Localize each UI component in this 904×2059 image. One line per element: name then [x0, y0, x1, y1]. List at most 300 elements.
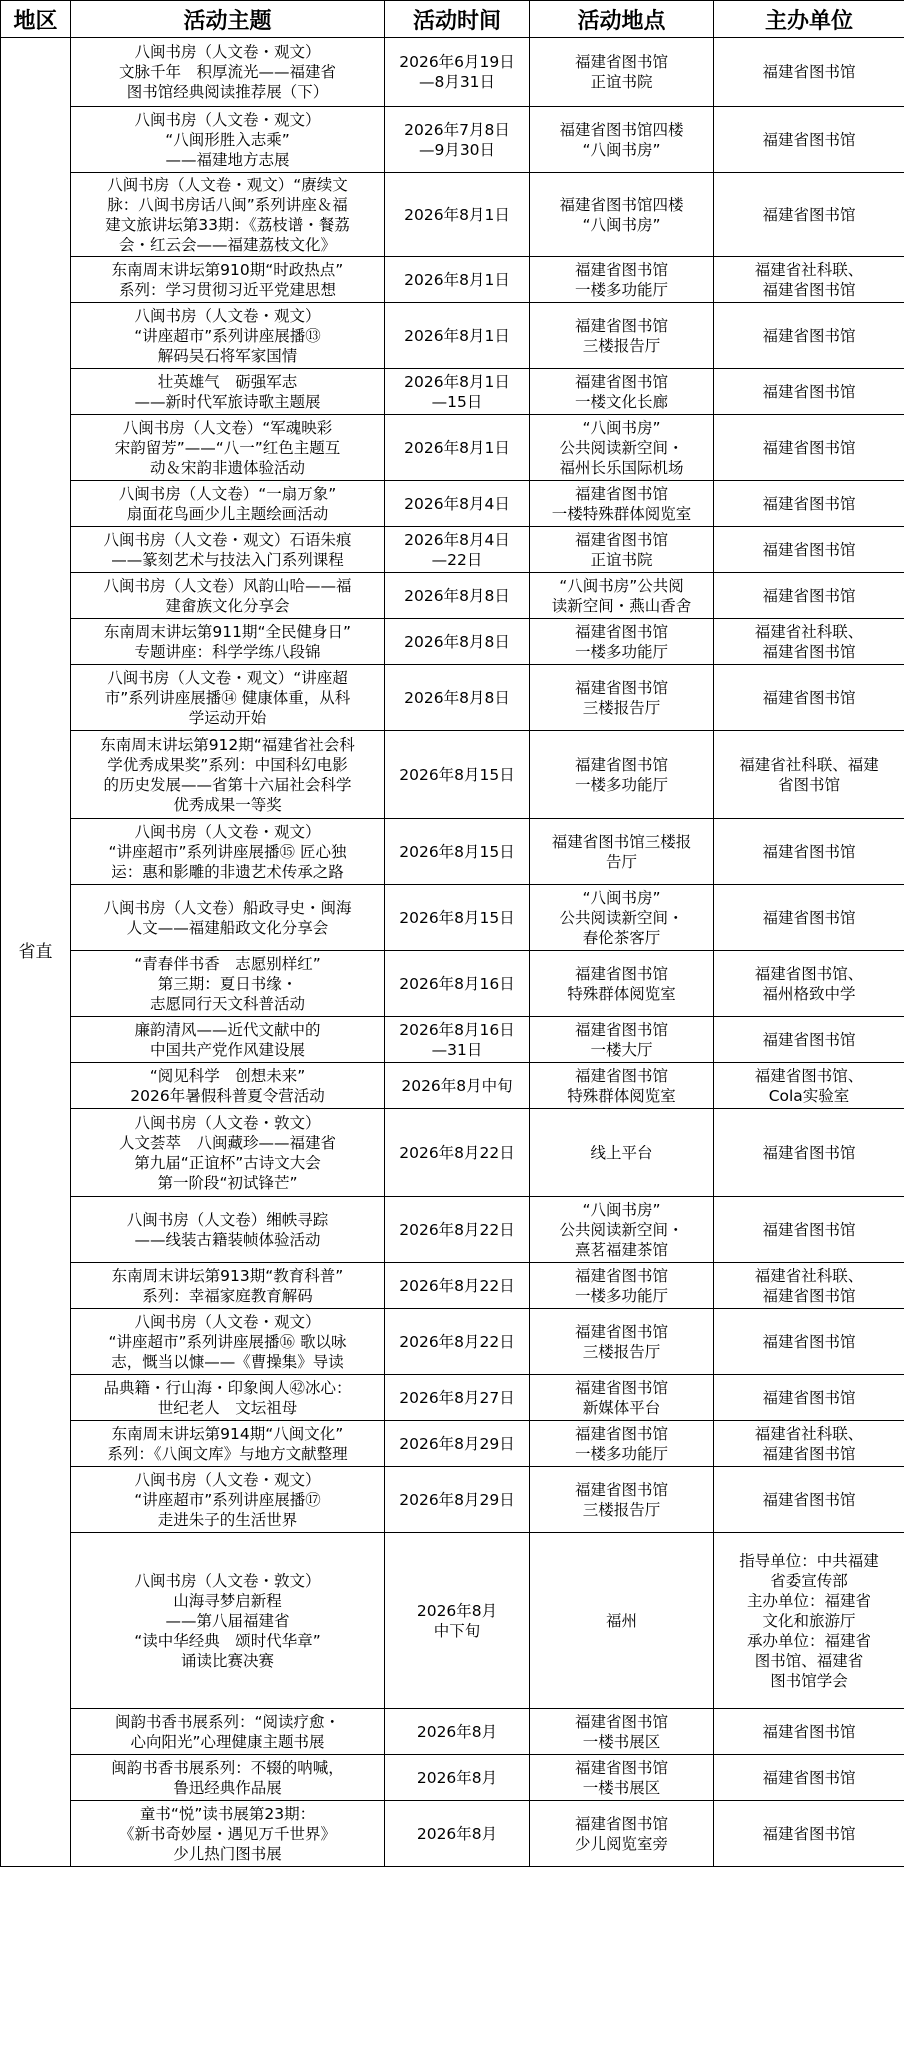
topic-line: 鲁迅经典作品展	[173, 1778, 282, 1797]
location-line: 一楼书展区	[582, 1732, 661, 1751]
table-row	[1, 1421, 904, 1467]
table-row	[1, 1801, 904, 1867]
location-cell	[530, 415, 714, 481]
host-line: 指导单位：中共福建	[739, 1551, 879, 1570]
topic-cell	[71, 885, 385, 951]
location-line: 一楼大厅	[590, 1040, 653, 1059]
time-cell	[385, 619, 530, 665]
host-line: 福建省图书馆	[762, 1388, 856, 1407]
table-row	[1, 1017, 904, 1063]
time-line: 2026年8月15日	[399, 765, 515, 784]
location-line: 公共阅读新空间・	[559, 1220, 684, 1239]
host-line: 福建省图书馆	[762, 1332, 856, 1351]
topic-cell	[71, 1375, 385, 1421]
host-line: 福建省图书馆	[762, 494, 856, 513]
time-cell	[385, 415, 530, 481]
host-line: 图书馆学会	[770, 1671, 848, 1690]
host-line: 福州格致中学	[762, 984, 856, 1003]
host-cell	[714, 1801, 904, 1867]
topic-line: “阅见科学 创想未来”	[149, 1066, 306, 1085]
location-cell	[530, 1309, 714, 1375]
table-row	[1, 107, 904, 173]
header-topic: 活动主题	[71, 1, 385, 38]
topic-line: 少儿热门图书展	[173, 1844, 282, 1863]
time-cell	[385, 173, 530, 257]
table-row	[1, 665, 904, 731]
table-row	[1, 885, 904, 951]
location-line: 三楼报告厅	[582, 336, 661, 355]
location-line: 福建省图书馆	[574, 964, 668, 983]
topic-line: “青春伴书香 志愿别样红”	[134, 954, 321, 973]
host-cell	[714, 369, 904, 415]
time-line: 2026年8月1日	[404, 372, 510, 391]
time-cell	[385, 1467, 530, 1533]
topic-cell	[71, 173, 385, 257]
host-cell	[714, 415, 904, 481]
topic-cell	[71, 819, 385, 885]
table-row	[1, 1467, 904, 1533]
time-line: 2026年8月1日	[404, 270, 510, 289]
location-line: 春伦茶客厅	[582, 928, 661, 947]
location-line: 福建省图书馆	[574, 372, 668, 391]
topic-cell	[71, 107, 385, 173]
host-cell	[714, 303, 904, 369]
topic-cell	[71, 303, 385, 369]
location-line: “八闽书房”	[582, 140, 661, 159]
host-line: 图书馆、福建省	[754, 1651, 864, 1670]
host-line: 福建省图书馆	[762, 438, 856, 457]
time-cell	[385, 1375, 530, 1421]
table-row	[1, 257, 904, 303]
location-line: 一楼文化长廊	[574, 392, 668, 411]
time-cell	[385, 1755, 530, 1801]
topic-line: ——新时代军旅诗歌主题展	[134, 392, 321, 411]
host-line: 福建省图书馆	[762, 1030, 856, 1049]
location-line: 福建省图书馆	[574, 1066, 668, 1085]
topic-cell	[71, 1533, 385, 1709]
time-line: —9月30日	[418, 140, 496, 159]
table-row	[1, 1309, 904, 1375]
host-cell	[714, 481, 904, 527]
host-line: 福建省图书馆	[762, 586, 856, 605]
topic-line: 第九届“正谊杯”古诗文大会	[134, 1153, 321, 1172]
topic-line: 志，慨当以慷——《曹操集》导读	[111, 1352, 344, 1371]
host-cell	[714, 1309, 904, 1375]
topic-line: “讲座超市”系列讲座展播⑯ 歌以咏	[108, 1332, 347, 1351]
time-line: 2026年8月16日	[399, 974, 515, 993]
time-line: 2026年8月8日	[404, 632, 510, 651]
topic-line: 八闽书房（人文卷・观文）“赓续文	[107, 175, 348, 194]
time-cell	[385, 885, 530, 951]
table-row	[1, 527, 904, 573]
location-cell	[530, 819, 714, 885]
location-cell	[530, 885, 714, 951]
location-line: 正谊书院	[590, 550, 653, 569]
time-line: 2026年8月22日	[399, 1143, 515, 1162]
location-cell	[530, 527, 714, 573]
location-line: 福建省图书馆四楼	[559, 195, 684, 214]
location-line: 福建省图书馆	[574, 678, 668, 697]
topic-line: 建畲族文化分享会	[165, 596, 290, 615]
topic-line: 志愿同行天文科普活动	[149, 994, 305, 1013]
topic-line: 学运动开始	[188, 708, 267, 727]
topic-cell	[71, 665, 385, 731]
location-line: 线上平台	[590, 1143, 653, 1162]
time-line: 2026年6月19日	[399, 53, 515, 71]
topic-cell	[71, 369, 385, 415]
host-line: 主办单位：福建省	[746, 1591, 871, 1610]
topic-line: 壮英雄气 砺强军志	[157, 372, 298, 391]
topic-line: 解码吴石将军家国情	[157, 346, 298, 365]
location-line: 特殊群体阅览室	[567, 1086, 676, 1105]
topic-line: 八闽书房（人文卷・观文）	[134, 110, 321, 129]
time-cell	[385, 369, 530, 415]
table-row	[1, 731, 904, 819]
topic-line: 八闽书房（人文卷・观文）石语朱痕	[103, 530, 352, 549]
time-line: 2026年8月1日	[404, 438, 510, 457]
location-line: 少儿阅览室旁	[574, 1834, 668, 1853]
topic-cell	[71, 1063, 385, 1109]
location-line: 熹茗福建茶馆	[574, 1240, 668, 1259]
host-line: 福建省图书馆	[762, 63, 856, 81]
location-line: 三楼报告厅	[582, 1342, 661, 1361]
table-row	[1, 573, 904, 619]
time-line: —15日	[431, 392, 483, 411]
host-line: 文化和旅游厅	[762, 1611, 856, 1630]
topic-line: 系列：幸福家庭教育解码	[142, 1286, 313, 1305]
topic-line: 脉：八闽书房话八闽”系列讲座＆福	[107, 195, 348, 214]
host-cell	[714, 1109, 904, 1197]
location-cell	[530, 38, 714, 107]
table-body	[1, 38, 904, 1867]
topic-line: 八闽书房（人文卷・观文）	[134, 1470, 321, 1489]
topic-line: 品典籍・行山海・印象闽人㊷冰心：	[103, 1378, 352, 1397]
header-location: 活动地点	[530, 1, 714, 38]
topic-line: ——第八届福建省	[165, 1611, 290, 1630]
time-cell	[385, 819, 530, 885]
location-line: 福建省图书馆	[574, 530, 668, 549]
location-line: 一楼特殊群体阅览室	[551, 504, 692, 523]
time-cell	[385, 1063, 530, 1109]
location-cell	[530, 619, 714, 665]
location-cell	[530, 107, 714, 173]
time-line: 2026年8月15日	[399, 908, 515, 927]
topic-line: 八闽书房（人文卷・观文）	[134, 1312, 321, 1331]
topic-line: 八闽书房（人文卷・观文）	[134, 822, 321, 841]
table-row	[1, 481, 904, 527]
time-line: —22日	[431, 550, 483, 569]
topic-line: 八闽书房（人文卷・敦文）	[134, 1113, 321, 1132]
time-cell	[385, 527, 530, 573]
location-cell	[530, 1063, 714, 1109]
location-line: “八闽书房”	[582, 1200, 661, 1219]
time-line: 2026年8月	[416, 1824, 498, 1843]
topic-line: 走进朱子的生活世界	[157, 1510, 298, 1529]
host-cell	[714, 951, 904, 1017]
topic-cell	[71, 1109, 385, 1197]
location-line: “八闽书房”公共阅	[559, 576, 684, 595]
topic-line: 东南周末讲坛第912期“福建省社会科	[100, 735, 355, 754]
topic-line: 系列：学习贯彻习近平党建思想	[118, 280, 336, 299]
location-line: “八闽书房”	[582, 215, 661, 234]
time-cell	[385, 731, 530, 819]
topic-line: 八闽书房（人文卷）“一扇万象”	[118, 484, 337, 503]
host-line: 福建省图书馆	[762, 1490, 856, 1509]
host-line: 省图书馆	[777, 775, 840, 794]
time-cell	[385, 1421, 530, 1467]
location-line: “八闽书房”	[582, 888, 661, 907]
host-cell	[714, 1063, 904, 1109]
location-line: 福建省图书馆	[574, 1814, 668, 1833]
time-cell	[385, 1533, 530, 1709]
topic-cell	[71, 1801, 385, 1867]
time-line: 2026年8月29日	[399, 1490, 515, 1509]
host-line: 福建省图书馆	[762, 1768, 856, 1787]
topic-line: 闽韵书香书展系列：不辍的呐喊，	[111, 1758, 344, 1777]
location-cell	[530, 665, 714, 731]
time-line: 2026年8月	[416, 1601, 498, 1620]
location-line: 一楼书展区	[582, 1778, 661, 1797]
location-line: 公共阅读新空间・	[559, 438, 684, 457]
host-line: 承办单位：福建省	[746, 1631, 871, 1650]
topic-cell	[71, 1755, 385, 1801]
time-line: 2026年8月中旬	[401, 1076, 513, 1095]
host-line: 福建省社科联、	[754, 1424, 864, 1443]
table-row	[1, 303, 904, 369]
time-cell	[385, 303, 530, 369]
time-line: 2026年7月8日	[404, 120, 510, 139]
location-cell	[530, 1375, 714, 1421]
time-line: 2026年8月	[416, 1768, 498, 1787]
host-line: 福建省社科联、福建	[739, 755, 879, 774]
host-line: 福建省图书馆	[762, 1143, 856, 1162]
topic-line: “讲座超市”系列讲座展播⑮ 匠心独	[108, 842, 347, 861]
time-cell	[385, 1801, 530, 1867]
host-cell	[714, 819, 904, 885]
topic-line: 人文——福建船政文化分享会	[126, 918, 329, 937]
time-line: 2026年8月22日	[399, 1220, 515, 1239]
host-line: 福建省图书馆	[762, 280, 856, 299]
time-line: 2026年8月1日	[404, 205, 510, 224]
location-line: 福建省图书馆	[574, 1480, 668, 1499]
table-row	[1, 173, 904, 257]
location-line: 读新空间・燕山香舍	[551, 596, 692, 615]
topic-line: 会・红云会——福建荔枝文化》	[118, 235, 336, 254]
location-line: 一楼多功能厅	[574, 775, 668, 794]
host-line: 福建省图书馆	[762, 326, 856, 345]
table-row	[1, 819, 904, 885]
topic-line: 运：惠和影雕的非遗艺术传承之路	[111, 862, 344, 881]
location-line: 新媒体平台	[582, 1398, 661, 1417]
topic-line: 八闽书房（人文卷）“军魂映彩	[122, 418, 333, 437]
host-line: 福建省图书馆	[762, 908, 856, 927]
time-line: 2026年8月4日	[404, 530, 510, 549]
host-cell	[714, 1375, 904, 1421]
topic-line: 动＆宋韵非遗体验活动	[149, 458, 305, 477]
host-cell	[714, 1263, 904, 1309]
location-cell	[530, 1421, 714, 1467]
time-line: 2026年8月4日	[404, 494, 510, 513]
topic-line: “八闽形胜入志乘”	[165, 130, 290, 149]
host-cell	[714, 38, 904, 107]
topic-cell	[71, 1421, 385, 1467]
topic-line: 东南周末讲坛第910期“时政热点”	[111, 260, 344, 279]
topic-line: 八闽书房（人文卷）风韵山哈——福	[103, 576, 352, 595]
location-cell	[530, 303, 714, 369]
host-cell	[714, 107, 904, 173]
table-row	[1, 951, 904, 1017]
table-row	[1, 1755, 904, 1801]
location-line: 福州长乐国际机场	[559, 458, 684, 477]
time-cell	[385, 1309, 530, 1375]
time-line: 2026年8月27日	[399, 1388, 515, 1407]
location-cell	[530, 1263, 714, 1309]
table-row	[1, 1533, 904, 1709]
topic-cell	[71, 619, 385, 665]
topic-line: 八闽书房（人文卷）缃帙寻踪	[126, 1210, 329, 1229]
topic-line: 《新书奇妙屋・遇见万千世界》	[118, 1824, 336, 1843]
topic-line: 山海寻梦启新程	[173, 1591, 282, 1610]
topic-line: 市”系列讲座展播⑭ 健康体重，从科	[104, 688, 351, 707]
host-line: 省委宣传部	[770, 1571, 848, 1590]
topic-line: 八闽书房（人文卷・观文）	[134, 306, 321, 325]
time-line: 2026年8月	[416, 1722, 498, 1741]
time-cell	[385, 951, 530, 1017]
location-cell	[530, 731, 714, 819]
table-row	[1, 1197, 904, 1263]
topic-line: 中国共产党作风建设展	[149, 1040, 305, 1059]
region-cell: 省直	[1, 38, 71, 1867]
location-line: 公共阅读新空间・	[559, 908, 684, 927]
topic-line: 2026年暑假科普夏令营活动	[130, 1086, 325, 1105]
location-cell	[530, 1197, 714, 1263]
table-row	[1, 619, 904, 665]
location-line: 一楼多功能厅	[574, 1444, 668, 1463]
topic-cell	[71, 38, 385, 107]
host-cell	[714, 257, 904, 303]
host-cell	[714, 573, 904, 619]
table-row	[1, 415, 904, 481]
time-line: 2026年8月22日	[399, 1276, 515, 1295]
time-cell	[385, 107, 530, 173]
host-line: 福建省图书馆	[762, 1444, 856, 1463]
location-cell	[530, 1533, 714, 1709]
table-row	[1, 1709, 904, 1755]
topic-cell	[71, 1263, 385, 1309]
time-cell	[385, 257, 530, 303]
topic-cell	[71, 1197, 385, 1263]
topic-line: 世纪老人 文坛祖母	[157, 1398, 298, 1417]
host-cell	[714, 885, 904, 951]
location-line: 福建省图书馆	[574, 1424, 668, 1443]
location-cell	[530, 1755, 714, 1801]
location-line: 福建省图书馆	[574, 1322, 668, 1341]
topic-cell	[71, 1467, 385, 1533]
topic-line: ——线装古籍装帧体验活动	[134, 1230, 321, 1249]
host-line: 福建省图书馆	[762, 205, 856, 224]
topic-line: 第一阶段“初试锋芒”	[157, 1173, 298, 1192]
topic-line: ——篆刻艺术与技法入门系列课程	[111, 550, 344, 569]
host-line: 福建省社科联、	[754, 622, 864, 641]
topic-line: 第三期：夏日书缘・	[157, 974, 298, 993]
host-line: 福建省社科联、	[754, 260, 864, 279]
host-line: 福建省图书馆、	[754, 1066, 864, 1085]
location-line: 三楼报告厅	[582, 1500, 661, 1519]
topic-line: 诵读比赛决赛	[180, 1651, 274, 1670]
host-cell	[714, 619, 904, 665]
host-cell	[714, 1709, 904, 1755]
topic-line: 八闽书房（人文卷）船政寻史・闽海	[103, 898, 352, 917]
topic-cell	[71, 1309, 385, 1375]
location-line: 正谊书院	[590, 73, 653, 91]
location-cell	[530, 1109, 714, 1197]
table-header-row	[1, 1, 904, 38]
topic-line: 廉韵清风——近代文献中的	[134, 1020, 321, 1039]
topic-line: 优秀成果一等奖	[173, 795, 282, 814]
location-cell	[530, 1801, 714, 1867]
topic-cell	[71, 415, 385, 481]
location-cell	[530, 573, 714, 619]
time-line: 2026年8月1日	[404, 326, 510, 345]
topic-line: 心向阳光”心理健康主题书展	[130, 1732, 325, 1751]
table-row	[1, 1263, 904, 1309]
location-line: 特殊群体阅览室	[567, 984, 676, 1003]
host-cell	[714, 1197, 904, 1263]
location-line: 福建省图书馆	[574, 316, 668, 335]
topic-line: 东南周末讲坛第913期“教育科普”	[111, 1266, 344, 1285]
location-line: 福建省图书馆	[574, 260, 668, 279]
host-line: 福建省图书馆	[762, 1220, 856, 1239]
table-row	[1, 369, 904, 415]
host-cell	[714, 731, 904, 819]
topic-line: 八闽书房（人文卷・观文）	[134, 43, 321, 61]
topic-line: 八闽书房（人文卷・敦文）	[134, 1571, 321, 1590]
time-line: 2026年8月29日	[399, 1434, 515, 1453]
time-cell	[385, 573, 530, 619]
time-line: —31日	[431, 1040, 483, 1059]
host-cell	[714, 1017, 904, 1063]
host-cell	[714, 1533, 904, 1709]
host-line: 福建省图书馆、	[754, 964, 864, 983]
time-cell	[385, 665, 530, 731]
host-cell	[714, 1755, 904, 1801]
time-cell	[385, 38, 530, 107]
location-line: 福州	[605, 1611, 637, 1630]
topic-line: 建文旅讲坛第33期：《荔枝谱・餐荔	[105, 215, 350, 234]
host-cell	[714, 1467, 904, 1533]
host-line: 福建省图书馆	[762, 642, 856, 661]
location-line: 一楼多功能厅	[574, 642, 668, 661]
topic-line: 人文荟萃 八闽藏珍——福建省	[118, 1133, 336, 1152]
location-line: 福建省图书馆	[574, 755, 668, 774]
host-line: 福建省图书馆	[762, 1286, 856, 1305]
host-line: 福建省图书馆	[762, 842, 856, 861]
location-line: 福建省图书馆	[574, 1758, 668, 1777]
location-line: “八闽书房”	[582, 418, 661, 437]
table-row	[1, 1063, 904, 1109]
topic-cell	[71, 951, 385, 1017]
host-line: Cola实验室	[768, 1086, 850, 1105]
table-row	[1, 1375, 904, 1421]
topic-line: 八闽书房（人文卷・观文）“讲座超	[107, 668, 348, 687]
time-cell	[385, 1197, 530, 1263]
host-line: 福建省社科联、	[754, 1266, 864, 1285]
location-line: 一楼多功能厅	[574, 1286, 668, 1305]
topic-cell	[71, 1709, 385, 1755]
time-line: 2026年8月22日	[399, 1332, 515, 1351]
topic-line: “读中华经典 颂时代华章”	[134, 1631, 321, 1650]
topic-cell	[71, 481, 385, 527]
